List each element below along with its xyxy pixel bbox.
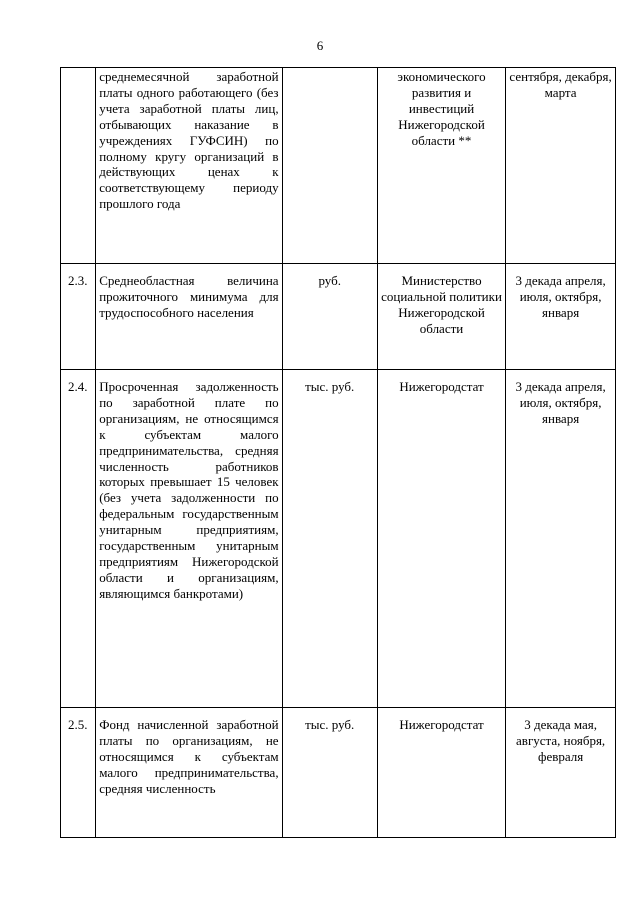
indicator-name: среднемесячной заработной платы одного работающего (без учета заработной платы лиц, отбывающих наказание в учреждениях ГУФСИН) по полному кругу организаций в действующих ценах к соответствующему периоду прошлого года (96, 68, 282, 264)
data-source: Нижегородстат (377, 370, 505, 708)
row-number (61, 68, 96, 264)
unit-of-measure: тыс. руб. (282, 370, 377, 708)
submission-term: 3 декада апреля, июля, октября, января (506, 264, 616, 370)
row-number: 2.3. (61, 264, 96, 370)
row-number: 2.4. (61, 370, 96, 708)
unit-of-measure (282, 68, 377, 264)
indicator-name: Фонд начисленной заработной платы по организациям, не относящимся к субъектам малого предпринимательства, средняя численность (96, 708, 282, 838)
table-row (61, 264, 616, 370)
unit-of-measure: тыс. руб. (282, 708, 377, 838)
page-number: 6 (316, 38, 324, 53)
indicators-table (60, 67, 616, 838)
table-row (61, 68, 616, 264)
data-source: Нижегородстат (377, 708, 505, 838)
submission-term: сентября, декабря, марта (506, 68, 616, 264)
data-source: Министерство социальной политики Нижегородской области (377, 264, 505, 370)
unit-of-measure: руб. (282, 264, 377, 370)
row-number: 2.5. (61, 708, 96, 838)
indicator-name: Просроченная задолженность по заработной плате по организациям, не относящимся к субъектам малого предпринимательства, средняя численность работников которых превышает 15 человек (без учета задолженности по федеральным государственным унитарным предприятиям, государственным унитарным предприятиям Нижегородской области и организациям, являющимся банкротами) (96, 370, 282, 708)
submission-term: 3 декада апреля, июля, октября, января (506, 370, 616, 708)
table-row (61, 708, 616, 838)
table-row (61, 370, 616, 708)
submission-term: 3 декада мая, августа, ноября, февраля (506, 708, 616, 838)
indicator-name: Среднеобластная величина прожиточного минимума для трудоспособного населения (96, 264, 282, 370)
data-source: экономического развития и инвестиций Нижегородской области ** (377, 68, 505, 264)
